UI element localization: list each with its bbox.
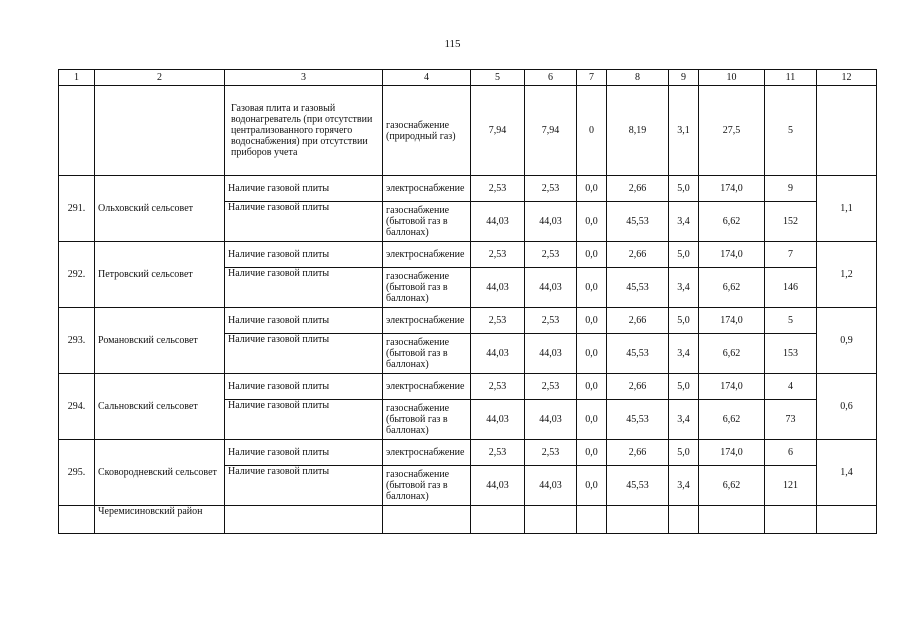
- value-cell: 6,62: [699, 334, 765, 374]
- value-cell: 0,0: [577, 400, 607, 440]
- value-cell: 44,03: [525, 400, 577, 440]
- value-cell: 44,03: [471, 268, 525, 308]
- utility-type: газоснабжение (бытовой газ в баллонах): [383, 334, 471, 374]
- value-cell: 2,53: [471, 242, 525, 268]
- header-cell: 6: [525, 70, 577, 86]
- value-cell: 2,53: [471, 440, 525, 466]
- value-cell: 45,53: [607, 400, 669, 440]
- coefficient-cell: 1,1: [817, 176, 877, 242]
- value-cell: 5,0: [669, 308, 699, 334]
- service-description: Наличие газовой плиты: [225, 268, 383, 308]
- value-cell: 3,4: [669, 202, 699, 242]
- utility-type: газоснабжение (бытовой газ в баллонах): [383, 400, 471, 440]
- value-cell: 6,62: [699, 268, 765, 308]
- utility-type: газоснабжение (бытовой газ в баллонах): [383, 466, 471, 506]
- table-row: [59, 440, 877, 466]
- value-cell: 153: [765, 334, 817, 374]
- utility-type: газоснабжение (природный газ): [383, 86, 471, 176]
- settlement-name: Сковородневский сельсовет: [95, 440, 225, 506]
- value-cell: 2,53: [525, 242, 577, 268]
- coefficient-cell: 0,6: [817, 374, 877, 440]
- value-cell: 5,0: [669, 374, 699, 400]
- service-description: Наличие газовой плиты: [225, 308, 383, 334]
- service-description: Наличие газовой плиты: [225, 176, 383, 202]
- value-cell: 174,0: [699, 176, 765, 202]
- utility-type: газоснабжение (бытовой газ в баллонах): [383, 202, 471, 242]
- utility-type: газоснабжение (бытовой газ в баллонах): [383, 268, 471, 308]
- value-cell: 5,0: [669, 176, 699, 202]
- service-description: Наличие газовой плиты: [225, 374, 383, 400]
- value-cell: 2,53: [525, 440, 577, 466]
- service-description: Наличие газовой плиты: [225, 466, 383, 506]
- value-cell: 44,03: [525, 202, 577, 242]
- value-cell: 2,53: [471, 176, 525, 202]
- value-cell: 5,0: [669, 440, 699, 466]
- value-cell: 5: [765, 308, 817, 334]
- value-cell: 174,0: [699, 374, 765, 400]
- service-description: Газовая плита и газовый водонагреватель (при отсутствии централизованного горячего водоснабжения) при отсутствии приборов учета: [225, 86, 383, 176]
- value-cell: 0,0: [577, 242, 607, 268]
- settlement-name: Сальновский сельсовет: [95, 374, 225, 440]
- value-cell: 44,03: [471, 334, 525, 374]
- value-cell: 0,0: [577, 308, 607, 334]
- header-cell: 9: [669, 70, 699, 86]
- value-cell: 45,53: [607, 268, 669, 308]
- row-number: 291.: [59, 176, 95, 242]
- value-cell: 152: [765, 202, 817, 242]
- value-cell: 44,03: [471, 202, 525, 242]
- header-cell: 5: [471, 70, 525, 86]
- value-cell: 174,0: [699, 440, 765, 466]
- value-cell: 27,5: [699, 86, 765, 176]
- value-cell: 2,66: [607, 308, 669, 334]
- utility-type: электроснабжение: [383, 242, 471, 268]
- page-number: 115: [444, 38, 461, 50]
- value-cell: 44,03: [525, 466, 577, 506]
- row-number: 295.: [59, 440, 95, 506]
- utility-type: электроснабжение: [383, 308, 471, 334]
- value-cell: 73: [765, 400, 817, 440]
- header-cell: 3: [225, 70, 383, 86]
- value-cell: 3,4: [669, 466, 699, 506]
- settlement-name: Ольховский сельсовет: [95, 176, 225, 242]
- service-description: Наличие газовой плиты: [225, 242, 383, 268]
- coefficient-cell: 1,2: [817, 242, 877, 308]
- value-cell: 146: [765, 268, 817, 308]
- service-description: Наличие газовой плиты: [225, 400, 383, 440]
- header-cell: 12: [817, 70, 877, 86]
- value-cell: 45,53: [607, 334, 669, 374]
- value-cell: 2,53: [525, 176, 577, 202]
- value-cell: 2,53: [525, 374, 577, 400]
- value-cell: 6,62: [699, 400, 765, 440]
- value-cell: 121: [765, 466, 817, 506]
- value-cell: 6,62: [699, 466, 765, 506]
- header-cell: 8: [607, 70, 669, 86]
- value-cell: 7,94: [525, 86, 577, 176]
- utility-type: электроснабжение: [383, 440, 471, 466]
- table-row: [59, 242, 877, 268]
- header-cell: 1: [59, 70, 95, 86]
- row-number: 292.: [59, 242, 95, 308]
- value-cell: 7: [765, 242, 817, 268]
- header-cell: 7: [577, 70, 607, 86]
- value-cell: 174,0: [699, 242, 765, 268]
- row-number: 294.: [59, 374, 95, 440]
- header-cell: 4: [383, 70, 471, 86]
- utility-type: электроснабжение: [383, 374, 471, 400]
- value-cell: 5: [765, 86, 817, 176]
- value-cell: 0,0: [577, 176, 607, 202]
- value-cell: 3,4: [669, 400, 699, 440]
- value-cell: 45,53: [607, 466, 669, 506]
- table-row: [59, 308, 877, 334]
- header-cell: 11: [765, 70, 817, 86]
- value-cell: 2,66: [607, 242, 669, 268]
- table-row: [59, 374, 877, 400]
- value-cell: 45,53: [607, 202, 669, 242]
- value-cell: 2,53: [471, 374, 525, 400]
- table-row: [59, 506, 877, 534]
- coefficient-cell: 1,4: [817, 440, 877, 506]
- settlement-name: Петровский сельсовет: [95, 242, 225, 308]
- value-cell: 0,0: [577, 334, 607, 374]
- table-row: [59, 86, 877, 176]
- value-cell: 6: [765, 440, 817, 466]
- value-cell: 3,1: [669, 86, 699, 176]
- header-cell: 2: [95, 70, 225, 86]
- row-number: 293.: [59, 308, 95, 374]
- value-cell: 3,4: [669, 268, 699, 308]
- value-cell: 44,03: [471, 400, 525, 440]
- value-cell: 9: [765, 176, 817, 202]
- value-cell: 7,94: [471, 86, 525, 176]
- value-cell: 174,0: [699, 308, 765, 334]
- value-cell: 0,0: [577, 374, 607, 400]
- table-row: [59, 176, 877, 202]
- value-cell: 2,66: [607, 374, 669, 400]
- service-description: Наличие газовой плиты: [225, 440, 383, 466]
- value-cell: 44,03: [471, 466, 525, 506]
- district-name: Черемисиновский район: [95, 506, 225, 534]
- header-row: [59, 70, 877, 86]
- value-cell: 0: [577, 86, 607, 176]
- value-cell: 2,53: [525, 308, 577, 334]
- value-cell: 6,62: [699, 202, 765, 242]
- service-description: Наличие газовой плиты: [225, 202, 383, 242]
- value-cell: 44,03: [525, 334, 577, 374]
- value-cell: 44,03: [525, 268, 577, 308]
- value-cell: 0,0: [577, 268, 607, 308]
- utility-type: электроснабжение: [383, 176, 471, 202]
- value-cell: 0,0: [577, 440, 607, 466]
- value-cell: 5,0: [669, 242, 699, 268]
- value-cell: 8,19: [607, 86, 669, 176]
- header-cell: 10: [699, 70, 765, 86]
- value-cell: 2,66: [607, 440, 669, 466]
- value-cell: 0,0: [577, 202, 607, 242]
- settlement-name: Романовский сельсовет: [95, 308, 225, 374]
- value-cell: 2,53: [471, 308, 525, 334]
- value-cell: 0,0: [577, 466, 607, 506]
- service-description: Наличие газовой плиты: [225, 334, 383, 374]
- value-cell: 3,4: [669, 334, 699, 374]
- value-cell: 2,66: [607, 176, 669, 202]
- coefficient-cell: 0,9: [817, 308, 877, 374]
- tariff-table: [58, 69, 877, 534]
- value-cell: 4: [765, 374, 817, 400]
